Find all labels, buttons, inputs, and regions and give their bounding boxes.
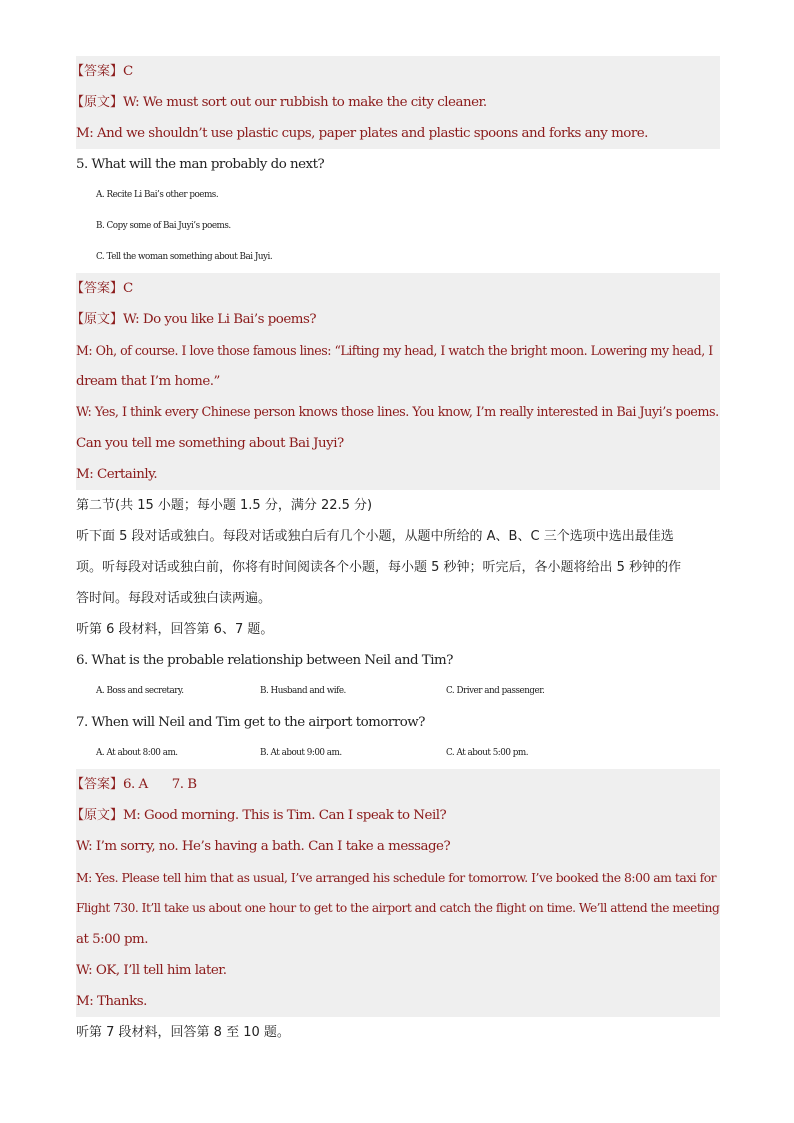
option-c: C. Tell the woman something about Bai Juyi. [96, 252, 273, 262]
transcript-line: M: And we shouldn’t use plastic cups, paper plates and plastic spoons and forks any more. [76, 118, 720, 149]
transcript-line: M: Certainly. [76, 459, 720, 490]
instructions-line: 听下面 5 段对话或独白。每段对话或独白后有几个小题，从题中所给的 A、B、C 三个选项中选出最佳选 [76, 529, 674, 544]
material-heading: 听第 6 段材料，回答第 6、7 题。 [76, 622, 274, 637]
answer-line [71, 769, 720, 800]
transcript-line: M: Thanks. [76, 986, 720, 1017]
transcript-line: M: Oh, of course. I love those famous lines: “Lifting my head, I watch the bright moon. Lowering my head, I [76, 335, 720, 366]
transcript-line [71, 304, 720, 335]
option-c: C. Driver and passenger. [446, 686, 545, 696]
document-page [71, 56, 720, 1048]
answer-tag: 【答案】 [71, 281, 124, 296]
answer-value: C [123, 281, 133, 296]
transcript-tag: 【原文】 [71, 95, 124, 110]
answer-value: C [123, 64, 133, 79]
answer-value: 6. A [123, 777, 148, 792]
transcript-line: Can you tell me something about Bai Juyi? [76, 428, 720, 459]
instructions-line: 答时间。每段对话或独白读两遍。 [76, 591, 272, 606]
answer-value: 7. B [171, 777, 197, 792]
instructions-line: 项。听每段对话或独白前，你将有时间阅读各个小题，每小题 5 秒钟；听完后，各小题将给出 5 秒钟的作 [76, 560, 682, 575]
transcript-line: dream that I’m home.” [76, 366, 720, 397]
options-row [76, 676, 720, 707]
question-7: 7. When will Neil and Tim get to the airport tomorrow? [76, 715, 425, 730]
question-6: 6. What is the probable relationship between Neil and Tim? [76, 653, 453, 668]
transcript-line: at 5:00 pm. [76, 924, 720, 955]
transcript-text: W: Do you like Li Bai’s poems? [123, 312, 317, 327]
option-b: B. Husband and wife. [260, 686, 346, 696]
material-heading: 听第 7 段材料，回答第 8 至 10 题。 [76, 1025, 290, 1040]
answer-tag: 【答案】 [71, 64, 124, 79]
section-heading: 第二节(共 15 小题；每小题 1.5 分，满分 22.5 分) [76, 498, 373, 513]
transcript-line [71, 87, 720, 118]
transcript-tag: 【原文】 [71, 312, 124, 327]
transcript-line: W: I’m sorry, no. He’s having a bath. Can I take a message? [76, 831, 720, 862]
transcript-text: W: We must sort out our rubbish to make the city cleaner. [123, 95, 487, 110]
transcript-line: W: OK, I’ll tell him later. [76, 955, 720, 986]
transcript-line: W: Yes, I think every Chinese person knows those lines. You know, I’m really interested in Bai Juyi’s poems. [76, 397, 720, 428]
transcript-text: M: Good morning. This is Tim. Can I speak to Neil? [123, 808, 447, 823]
answer-line [71, 56, 720, 87]
transcript-line: M: Yes. Please tell him that as usual, I’ve arranged his schedule for tomorrow. I’ve booked the 8:00 am taxi for [76, 862, 720, 893]
option-a: A. Boss and secretary. [96, 686, 184, 696]
option-b: B. At about 9:00 am. [260, 748, 342, 758]
answer-tag: 【答案】 [71, 777, 124, 792]
options-row [76, 738, 720, 769]
transcript-tag: 【原文】 [71, 808, 124, 823]
question-5: 5. What will the man probably do next? [76, 157, 325, 172]
option-a: A. Recite Li Bai’s other poems. [96, 190, 219, 200]
answer-line [71, 273, 720, 304]
transcript-line: Flight 730. It’ll take us about one hour to get to the airport and catch the flight on time. We’ll attend the meeting [76, 893, 720, 924]
option-c: C. At about 5:00 pm. [446, 748, 529, 758]
option-b: B. Copy some of Bai Juyi’s poems. [96, 221, 231, 231]
transcript-line [71, 800, 720, 831]
option-a: A. At about 8:00 am. [96, 748, 178, 758]
